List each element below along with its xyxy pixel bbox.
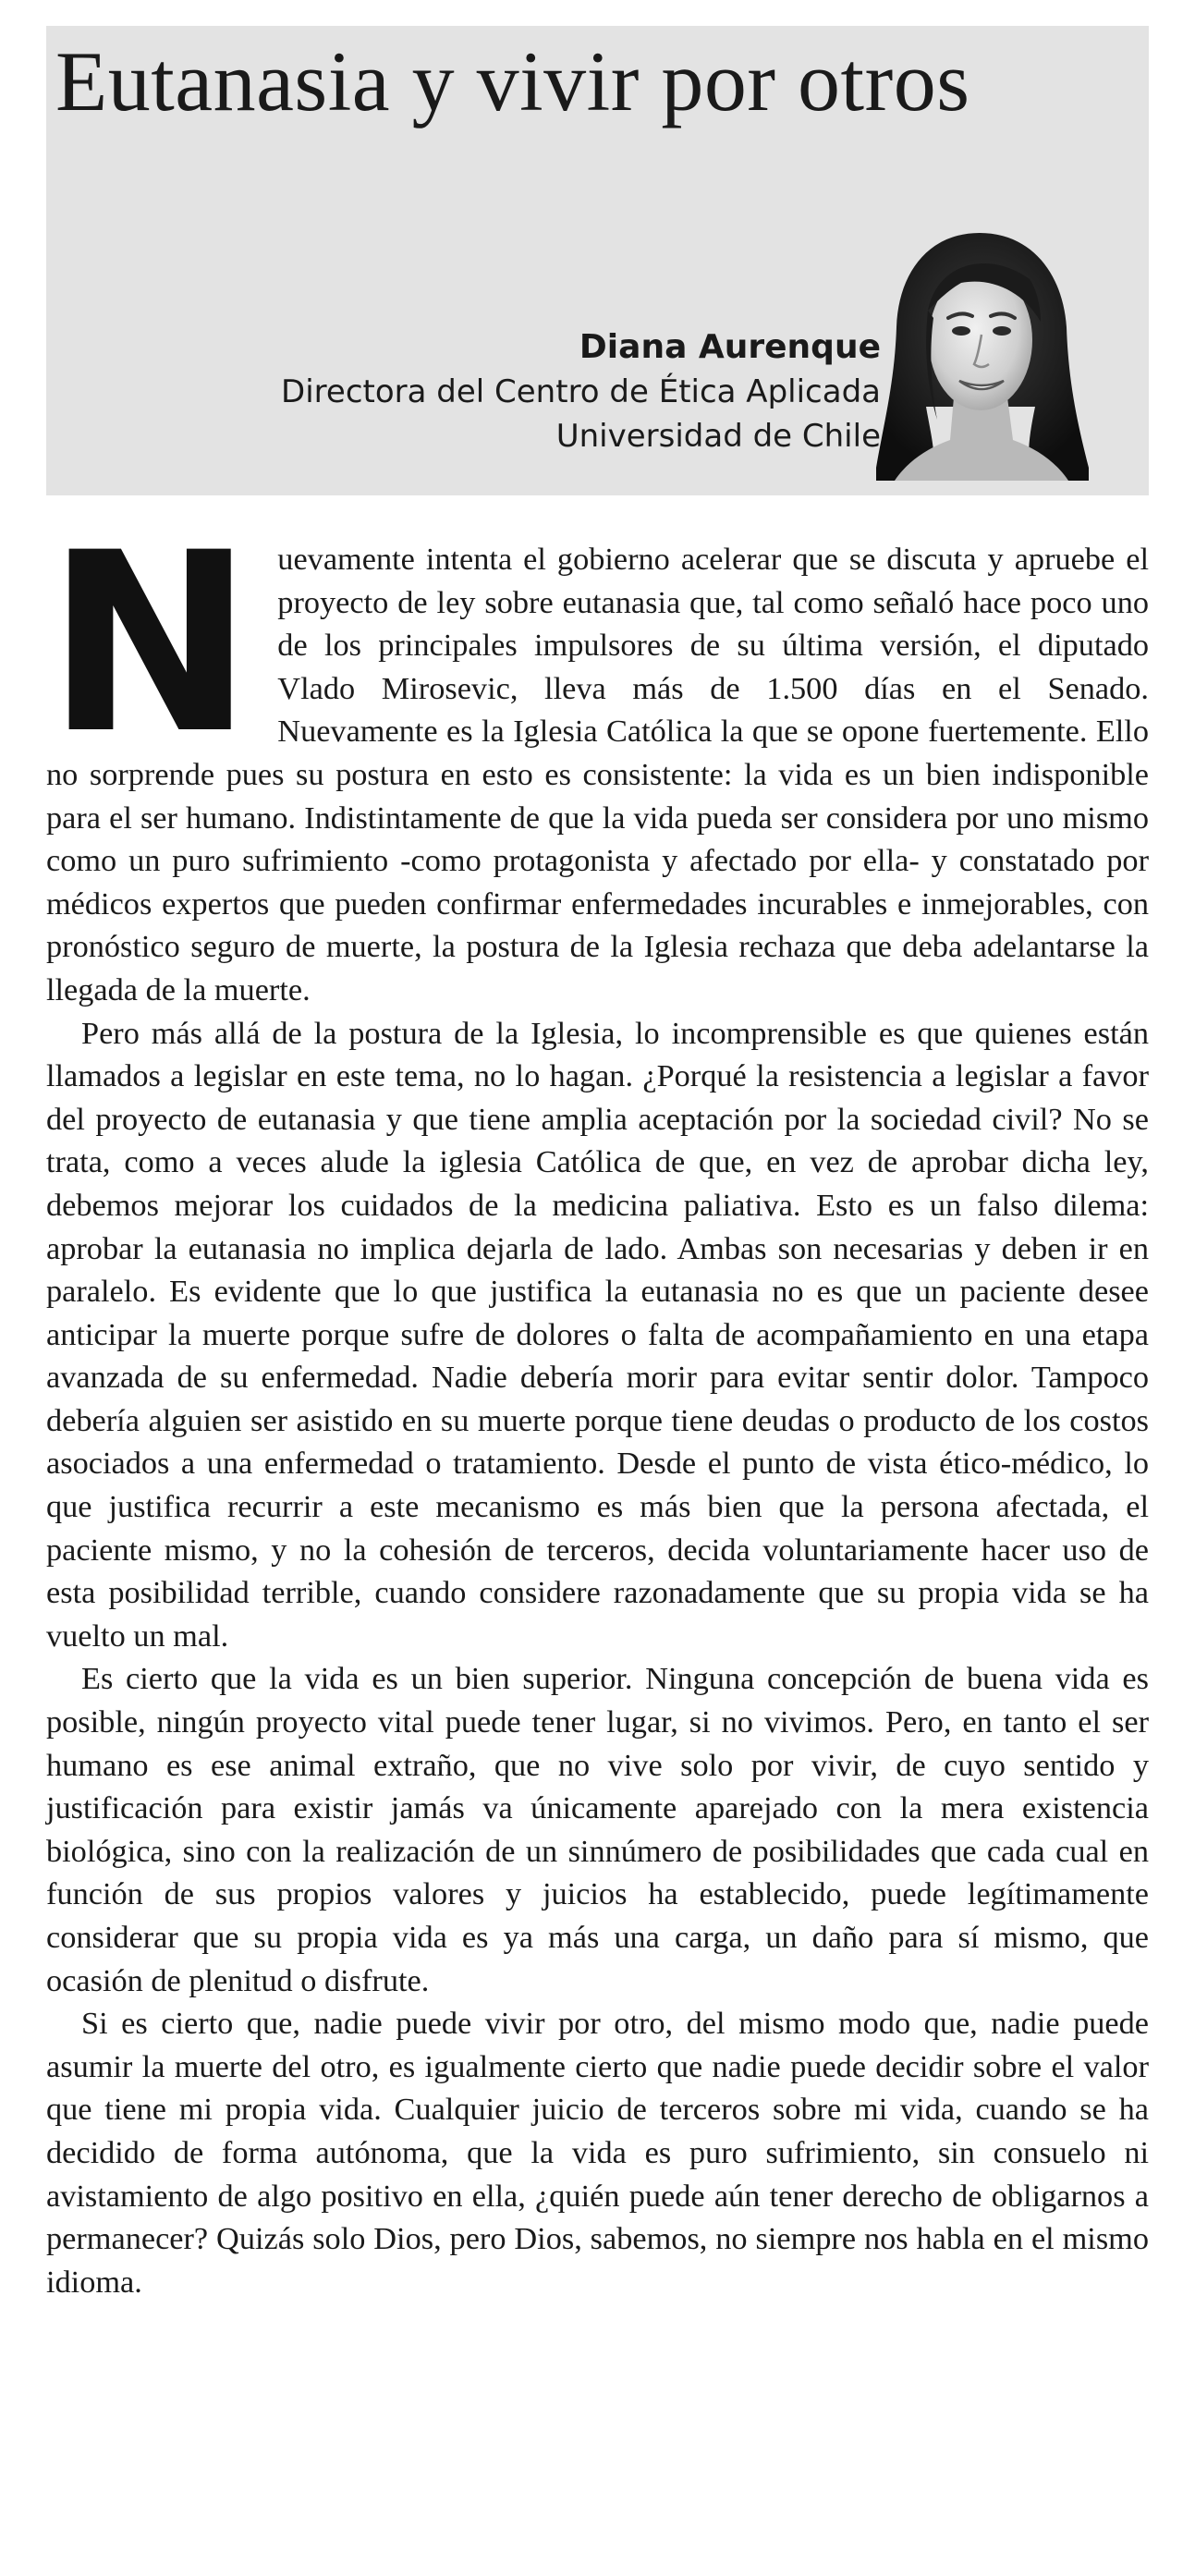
byline [281, 325, 881, 458]
paragraph [46, 500, 1149, 1012]
author-portrait [872, 226, 1089, 481]
paragraph: Es cierto que la vida es un bien superior. Ninguna concepción de buena vida es posible, ningún proyecto vital puede tener lugar, si no vivimos. Pero, en tanto el ser humano es ese animal extraño, que no vive solo por vivir, de cuyo sentido y justificación para existir jamás va únicamente aparejado con la mera existencia biológica, sino con la realización de un sinnúmero de posibilidades que cada cual en función de sus propios valores y juicios ha establecido, puede legítimamente considerar que su propia vida es ya más una carga, un daño para sí mismo, que ocasión de plenitud o disfrute. [46, 1661, 1149, 1998]
author-institution: Universidad de Chile [555, 418, 881, 455]
article-body [46, 500, 1149, 2303]
paragraph: Pero más allá de la postura de la Iglesia, lo incomprensible es que quienes están llamados a legislar en este tema, no lo hagan. ¿Porqué la resistencia a legislar a favor del proyecto de eutanasia y que tiene amplia aceptación por la sociedad civil? No se trata, como a veces alude la iglesia Católica de que, en vez de aprobar dicha ley, debemos mejorar los cuidados de la medicina paliativa. Esto es un falso dilema: aprobar la eutanasia no implica dejarla de lado. Ambas son necesarias y deben ir en paralelo. Es evidente que lo que justifica la eutanasia no es que un paciente desee anticipar la muerte porque sufre de dolores o falta de acompañamiento en una etapa avanzada de su enfermedad. Nadie debería morir para evitar sentir dolor. Tampoco debería alguien ser asistido en su muerte porque tiene deudas o producto de los costos asociados a una enfermedad o tratamiento. Desde el punto de vista ético-médico, lo que justifica recurrir a este mecanismo es más bien que la persona afectada, el paciente mismo, y no la cohesión de terceros, decida voluntariamente hacer uso de esta posibilidad terrible, cuando considere razonadamente que su propia vida se ha vuelto un mal. [46, 1015, 1149, 1654]
drop-cap: N [46, 500, 254, 788]
paragraph: Si es cierto que, nadie puede vivir por otro, del mismo modo que, nadie puede asumir la muerte del otro, es igualmente cierto que nadie puede decidir sobre el valor que tiene mi propia vida. Cualquier juicio de terceros sobre mi vida, cuando se ha decidido de forma autónoma, que la vida es puro sufrimiento, sin consuelo ni avistamiento de algo positivo en ella, ¿quién puede aún tener derecho de obligarnos a permanecer? Quizás solo Dios, pero Dios, sabemos, no siempre nos habla en el mismo idioma. [46, 2006, 1149, 2300]
author-role: Directora del Centro de Ética Aplicada [281, 373, 881, 410]
author-name: Diana Aurenque [579, 328, 881, 366]
paragraph-text: uevamente intenta el gobierno acelerar que se discuta y apruebe el proyecto de ley sobre eutanasia que, tal como señaló hace poco uno de los principales impulsores de su última versión, el diputado Vlado Mirosevic, lleva más de 1.500 días en el Senado. Nuevamente es la Iglesia Católica la que se opone fuertemente. Ello no sorprende pues su postura en esto es consistente: la vida es un bien indisponible para el ser humano. Indistintamente de que la vida pueda ser considera por uno mismo como un puro sufrimiento -como protagonista y afectado por ella- y constatado por médicos expertos que pueden confirmar enfermedades incurables e inmejorables, con pronóstico seguro de muerte, la postura de la Iglesia rechaza que deba adelantarse la llegada de la muerte. [46, 542, 1149, 1007]
article-title: Eutanasia y vivir por otros [55, 34, 970, 128]
